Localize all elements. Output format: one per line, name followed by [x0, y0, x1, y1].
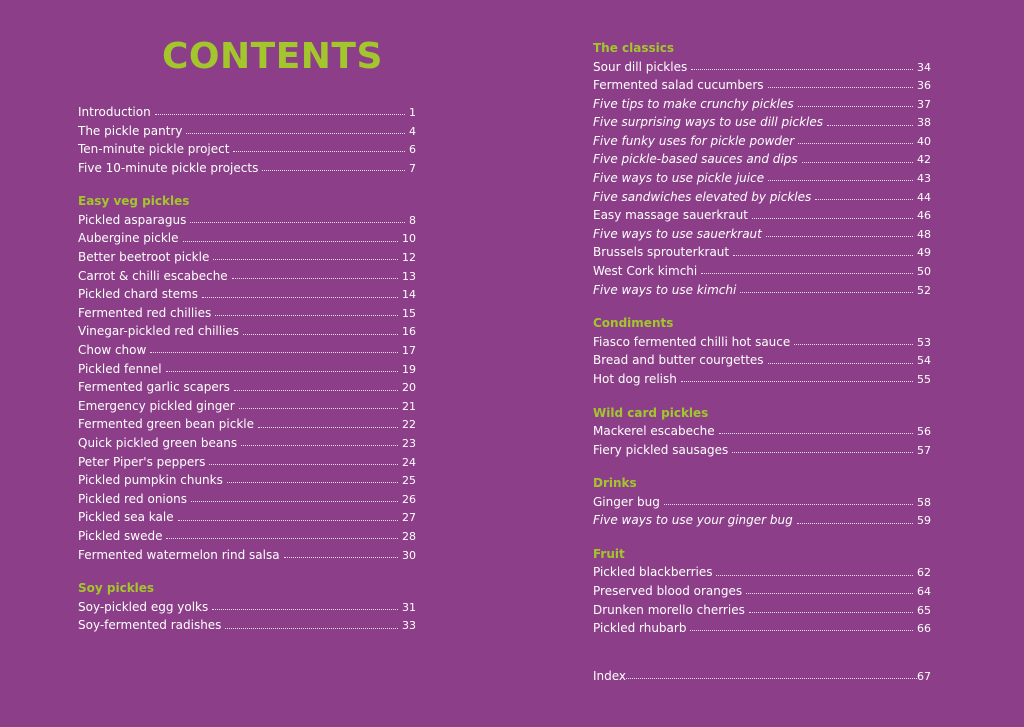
entry-title: Pickled chard stems	[78, 287, 198, 302]
entry-page-number: 21	[402, 399, 416, 413]
entry-title: Five ways to use your ginger bug	[593, 513, 793, 528]
entry-title: Five 10-minute pickle projects	[78, 160, 259, 175]
entry-title: The pickle pantry	[78, 123, 183, 138]
toc-section-soy-pickles	[78, 579, 416, 635]
toc-section-easy-veg-pickles	[78, 192, 416, 564]
entry-title: Vinegar-pickled red chillies	[78, 324, 240, 339]
entry-page-number: 55	[917, 372, 931, 386]
toc-entry	[593, 667, 931, 686]
entry-title: Pickled pumpkin chunks	[78, 473, 223, 488]
entry-title: Chow chow	[78, 343, 147, 358]
dot-leader	[234, 389, 398, 391]
section-heading: Drinks	[593, 476, 637, 491]
entry-title: Fermented watermelon rind salsa	[78, 547, 280, 562]
dot-leader	[166, 537, 398, 539]
section-heading: Wild card pickles	[593, 405, 709, 420]
entry-page-number: 19	[402, 362, 416, 376]
entry-page-number: 13	[402, 269, 416, 283]
entry-page-number: 17	[402, 344, 416, 358]
entry-page-number: 22	[402, 418, 416, 432]
dot-leader	[183, 240, 398, 242]
entry-page-number: 31	[402, 600, 416, 614]
toc-entry	[78, 103, 416, 122]
entry-title: Five sandwiches elevated by pickles	[593, 189, 812, 204]
dot-leader	[191, 500, 398, 502]
dot-leader	[794, 343, 913, 345]
dot-leader	[749, 611, 913, 613]
toc-section-wild-card-pickles	[593, 404, 931, 460]
toc-section-condiments	[593, 314, 931, 388]
entry-title: Fermented garlic scapers	[78, 380, 230, 395]
entry-page-number: 59	[917, 514, 931, 528]
dot-leader	[258, 426, 398, 428]
toc-entry	[78, 546, 416, 565]
toc-entry	[78, 285, 416, 304]
entry-title: Pickled fennel	[78, 361, 162, 376]
dot-leader	[227, 481, 398, 483]
entry-page-number: 7	[409, 161, 416, 175]
dot-leader	[768, 86, 913, 88]
entry-page-number: 14	[402, 288, 416, 302]
entry-title: Pickled swede	[78, 528, 163, 543]
entry-page-number: 16	[402, 325, 416, 339]
dot-leader	[798, 142, 913, 144]
toc-entry	[593, 150, 931, 169]
entry-title: Preserved blood oranges	[593, 583, 743, 598]
dot-leader	[190, 221, 405, 223]
dot-leader	[233, 150, 405, 152]
dot-leader	[215, 314, 398, 316]
toc-entry	[593, 95, 931, 114]
entry-title: Aubergine pickle	[78, 231, 179, 246]
entry-page-number: 57	[917, 443, 931, 457]
entry-title: Hot dog relish	[593, 371, 677, 386]
section-heading: Soy pickles	[78, 581, 155, 596]
entry-title: Easy massage sauerkraut	[593, 208, 748, 223]
entry-page-number: 43	[917, 172, 931, 186]
entry-title: Pickled blackberries	[593, 565, 713, 580]
toc-entry	[78, 598, 416, 617]
toc-entry	[593, 511, 931, 530]
entry-page-number: 42	[917, 153, 931, 167]
entry-page-number: 25	[402, 474, 416, 488]
dot-leader	[752, 217, 913, 219]
toc-entry	[593, 113, 931, 132]
toc-entry	[593, 225, 931, 244]
entry-page-number: 24	[402, 455, 416, 469]
entry-page-number: 15	[402, 306, 416, 320]
dot-leader	[243, 333, 398, 335]
entry-page-number: 48	[917, 227, 931, 241]
section-heading: The classics	[593, 41, 675, 55]
toc-entry	[78, 211, 416, 230]
toc-entry	[78, 397, 416, 416]
toc-section-drinks	[593, 474, 931, 530]
toc-section-fruit	[593, 545, 931, 638]
entry-title: Emergency pickled ginger	[78, 398, 235, 413]
entry-page-number: 40	[917, 134, 931, 148]
dot-leader	[155, 113, 405, 115]
dot-leader	[740, 291, 913, 293]
entry-page-number: 6	[409, 143, 416, 157]
entry-title: Pickled rhubarb	[593, 621, 687, 636]
entry-page-number: 54	[917, 354, 931, 368]
toc-entry	[593, 76, 931, 95]
entry-title: Pickled red onions	[78, 491, 187, 506]
entry-title: Five pickle-based sauces and dips	[593, 152, 798, 167]
entry-page-number: 44	[917, 190, 931, 204]
entry-title: Index	[593, 668, 627, 683]
entry-page-number: 34	[917, 60, 931, 74]
dot-leader	[798, 105, 913, 107]
dot-leader	[732, 451, 913, 453]
toc-entry	[593, 132, 931, 151]
toc-entry	[593, 243, 931, 262]
toc-entry	[593, 169, 931, 188]
entry-page-number: 52	[917, 283, 931, 297]
dot-leader	[815, 198, 913, 200]
dot-leader	[733, 254, 913, 256]
toc-entry	[593, 370, 931, 389]
entry-page-number: 12	[402, 251, 416, 265]
dot-leader	[716, 574, 913, 576]
entry-page-number: 58	[917, 495, 931, 509]
entry-title: Mackerel escabeche	[593, 424, 715, 438]
toc-left-column	[78, 103, 416, 650]
dot-leader	[178, 519, 398, 521]
entry-title: Pickled sea kale	[78, 510, 174, 525]
toc-entry	[78, 616, 416, 635]
toc-entry	[593, 563, 931, 582]
dot-leader	[239, 407, 398, 409]
toc-entry	[593, 206, 931, 225]
dot-leader	[827, 124, 913, 126]
toc-entry	[78, 159, 416, 178]
toc-entry	[593, 601, 931, 620]
dot-leader	[262, 169, 405, 171]
toc-entry	[593, 619, 931, 638]
entry-title: Peter Piper's peppers	[78, 454, 206, 469]
entry-title: Fermented green bean pickle	[78, 417, 255, 432]
dot-leader	[768, 179, 913, 181]
entry-page-number: 64	[917, 584, 931, 598]
entry-title: Quick pickled green beans	[78, 436, 238, 450]
dot-leader	[212, 608, 398, 610]
entry-page-number: 28	[402, 529, 416, 543]
dot-leader	[690, 629, 913, 631]
entry-title: Carrot & chilli escabeche	[78, 268, 228, 283]
entry-title: Soy-fermented radishes	[78, 618, 222, 633]
dot-leader	[202, 296, 398, 298]
toc-right-column	[593, 39, 931, 700]
entry-page-number: 67	[917, 669, 931, 683]
dot-leader	[232, 277, 398, 279]
entry-title: Pickled asparagus	[78, 212, 187, 227]
toc-entry	[78, 248, 416, 267]
toc-entry	[78, 415, 416, 434]
entry-page-number: 1	[409, 106, 416, 119]
entry-title: Five tips to make crunchy pickles	[593, 96, 794, 111]
entry-title: Five funky uses for pickle powder	[593, 133, 795, 148]
dot-leader	[797, 522, 913, 524]
entry-title: Introduction	[78, 105, 151, 119]
entry-page-number: 56	[917, 425, 931, 438]
dot-leader	[225, 627, 398, 629]
entry-title: Fermented red chillies	[78, 305, 212, 320]
entry-page-number: 46	[917, 209, 931, 223]
dot-leader	[746, 592, 913, 594]
dot-leader	[213, 258, 398, 260]
toc-entry	[593, 333, 931, 352]
dot-leader	[768, 362, 913, 364]
toc-entry	[78, 434, 416, 453]
toc-entry	[593, 351, 931, 370]
entry-title: Five ways to use sauerkraut	[593, 226, 762, 241]
toc-entry	[593, 441, 931, 460]
dot-leader	[681, 380, 913, 382]
entry-title: Drunken morello cherries	[593, 602, 745, 617]
entry-page-number: 33	[402, 619, 416, 633]
toc-entry	[78, 490, 416, 509]
entry-title: Five ways to use pickle juice	[593, 171, 765, 186]
entry-title: Ten-minute pickle project	[78, 142, 230, 157]
entry-title: Sour dill pickles	[593, 59, 688, 74]
toc-entry	[78, 527, 416, 546]
toc-entry	[78, 453, 416, 472]
page-title: CONTENTS	[162, 36, 383, 77]
entry-page-number: 23	[402, 437, 416, 450]
toc-section	[78, 103, 416, 177]
entry-title: Five ways to use kimchi	[593, 282, 737, 297]
dot-leader	[150, 351, 398, 353]
toc-entry	[593, 422, 931, 441]
entry-page-number: 38	[917, 116, 931, 130]
dot-leader	[701, 272, 913, 274]
entry-title: Soy-pickled egg yolks	[78, 599, 209, 614]
entry-page-number: 20	[402, 381, 416, 395]
section-heading: Condiments	[593, 316, 674, 331]
toc-entry	[593, 262, 931, 281]
dot-leader	[284, 556, 398, 558]
toc-entry	[78, 267, 416, 286]
entry-page-number: 8	[409, 213, 416, 227]
dot-leader	[802, 161, 913, 163]
dot-leader	[186, 132, 405, 134]
dot-leader	[664, 503, 913, 505]
entry-title: Fiery pickled sausages	[593, 442, 729, 457]
entry-title: Brussels sprouterkraut	[593, 245, 730, 260]
toc-entry	[78, 341, 416, 360]
entry-page-number: 50	[917, 265, 931, 279]
entry-title: Bread and butter courgettes	[593, 353, 764, 368]
entry-page-number: 27	[402, 511, 416, 525]
entry-page-number: 53	[917, 335, 931, 349]
dot-leader	[166, 370, 398, 372]
toc-entry	[78, 322, 416, 341]
entry-page-number: 10	[402, 232, 416, 246]
entry-page-number: 65	[917, 603, 931, 617]
entry-page-number: 30	[402, 548, 416, 562]
toc-section	[593, 653, 931, 686]
dot-leader	[719, 432, 913, 434]
toc-entry	[78, 508, 416, 527]
dot-leader	[691, 68, 913, 70]
entry-page-number: 36	[917, 79, 931, 93]
entry-title: Fiasco fermented chilli hot sauce	[593, 334, 791, 349]
toc-entry	[593, 58, 931, 77]
entry-page-number: 4	[409, 124, 416, 138]
dot-leader	[766, 235, 913, 237]
entry-page-number: 37	[917, 97, 931, 111]
toc-entry	[593, 493, 931, 512]
entry-page-number: 49	[917, 246, 931, 260]
entry-title: Ginger bug	[593, 494, 660, 509]
toc-entry	[78, 471, 416, 490]
entry-title: Fermented salad cucumbers	[593, 78, 764, 93]
entry-title: Better beetroot pickle	[78, 250, 210, 265]
dot-leader	[209, 463, 398, 465]
toc-entry	[78, 360, 416, 379]
entry-page-number: 26	[402, 492, 416, 506]
section-heading: Fruit	[593, 546, 625, 561]
section-heading: Easy veg pickles	[78, 194, 190, 209]
toc-entry	[593, 582, 931, 601]
entry-title: West Cork kimchi	[593, 264, 698, 279]
entry-page-number: 62	[917, 566, 931, 580]
entry-page-number: 66	[917, 622, 931, 636]
entry-title: Five surprising ways to use dill pickles	[593, 115, 823, 130]
toc-entry	[78, 122, 416, 141]
toc-entry	[78, 378, 416, 397]
toc-section-the-classics	[593, 39, 931, 299]
dot-leader	[241, 444, 398, 446]
toc-entry	[78, 229, 416, 248]
toc-entry	[78, 140, 416, 159]
dot-leader	[626, 677, 917, 679]
toc-entry	[78, 304, 416, 323]
toc-entry	[593, 281, 931, 300]
toc-entry	[593, 188, 931, 207]
